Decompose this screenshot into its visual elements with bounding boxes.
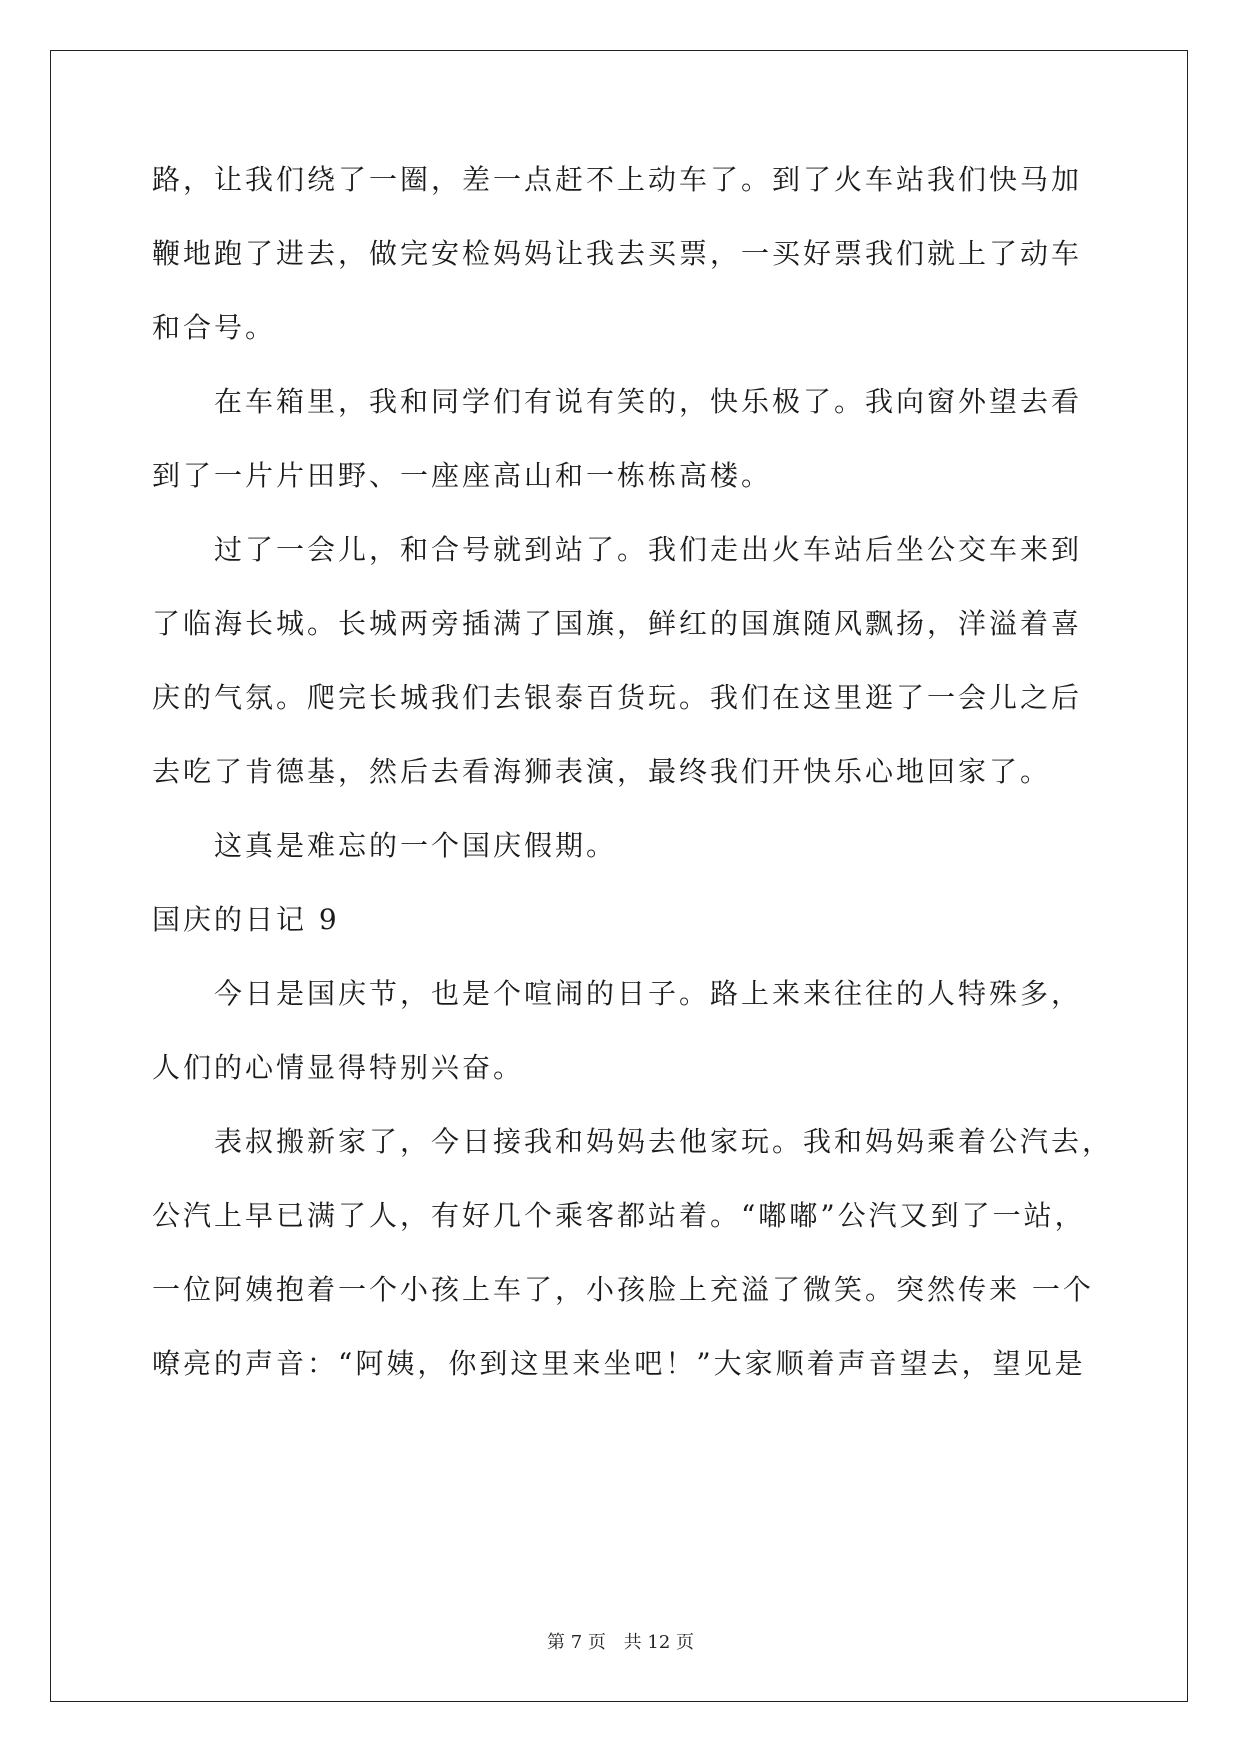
paragraph-start: 过了一会儿，和合号就到站了。我们走出火车站后坐公交车来到 bbox=[214, 533, 1083, 566]
paragraph-start: 今日是国庆节，也是个喧闹的日子。路上来来往往的人特殊多， bbox=[214, 977, 1083, 1010]
text-line: 公汽上早已满了人，有好几个乘客都站着。“嘟嘟”公汽又到了一站， bbox=[152, 1199, 1086, 1232]
page-footer bbox=[0, 1628, 1241, 1654]
paragraph-start: 在车箱里，我和同学们有说有笑的，快乐极了。我向窗外望去看 bbox=[214, 385, 1083, 418]
text-line: 嘹亮的声音：“阿姨，你到这里来坐吧！”大家顺着声音望去，望见是 bbox=[152, 1347, 1086, 1380]
text-line: 一位阿姨抱着一个小孩上车了，小孩脸上充溢了微笑。突然传来 一个 bbox=[152, 1273, 1094, 1306]
text-line: 了临海长城。长城两旁插满了国旗，鲜红的国旗随风飘扬，洋溢着喜 bbox=[152, 607, 1083, 640]
text-line: 庆的气氛。爬完长城我们去银泰百货玩。我们在这里逛了一会儿之后 bbox=[152, 681, 1083, 714]
page-total: 共 12 页 bbox=[623, 1632, 694, 1653]
paragraph-start: 这真是难忘的一个国庆假期。 bbox=[214, 829, 618, 862]
paragraph-start: 表叔搬新家了，今日接我和妈妈去他家玩。我和妈妈乘着公汽去， bbox=[214, 1125, 1114, 1158]
page-border bbox=[50, 50, 1188, 1702]
text-line: 到了一片片田野、一座座高山和一栋栋高楼。 bbox=[152, 459, 773, 492]
text-line: 人们的心情显得特别兴奋。 bbox=[152, 1051, 525, 1084]
text-line: 去吃了肯德基，然后去看海狮表演，最终我们开快乐心地回家了。 bbox=[152, 755, 1052, 788]
section-heading: 国庆的日记 9 bbox=[152, 903, 340, 936]
text-line: 路，让我们绕了一圈，差一点赶不上动车了。到了火车站我们快马加 bbox=[152, 163, 1083, 196]
text-line: 和合号。 bbox=[152, 311, 277, 344]
page-number: 第 7 页 bbox=[547, 1632, 606, 1653]
text-line: 鞭地跑了进去，做完安检妈妈让我去买票，一买好票我们就上了动车 bbox=[152, 237, 1083, 270]
